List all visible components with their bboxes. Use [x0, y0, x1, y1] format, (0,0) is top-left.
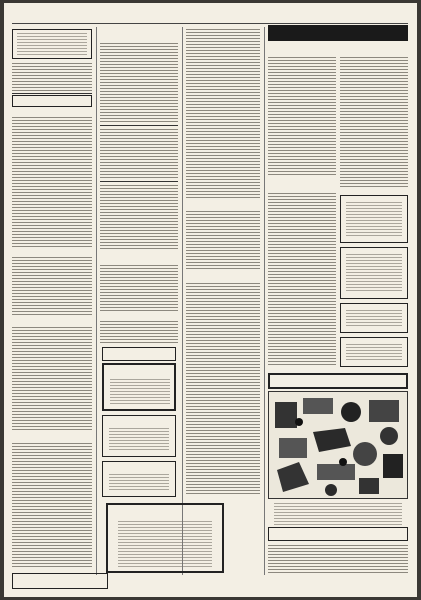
cinema-title-box — [268, 373, 408, 389]
cinema-credits — [274, 503, 402, 525]
masthead-box-text — [17, 33, 87, 55]
advert-box — [340, 303, 408, 333]
text-block — [12, 443, 92, 567]
section-title-box — [12, 95, 92, 107]
text-block — [268, 57, 336, 177]
prosoxi-advert — [106, 503, 224, 573]
column-rule — [182, 27, 183, 575]
text-block — [12, 117, 92, 247]
text-block — [186, 283, 260, 495]
notice-box — [102, 347, 176, 361]
prosoxi-text — [118, 521, 212, 567]
text-block — [340, 57, 408, 189]
column-rule — [264, 27, 265, 575]
divider — [100, 181, 178, 182]
advert-box-text — [346, 202, 402, 236]
advert-box-text — [346, 344, 402, 362]
advert-box — [340, 195, 408, 243]
bottom-banner-box — [12, 573, 108, 589]
masthead-box — [12, 29, 92, 59]
advert-box-text — [346, 310, 402, 328]
advert-box-text — [109, 428, 169, 452]
page-header — [12, 13, 408, 24]
column-banner — [268, 25, 408, 41]
text-block — [186, 211, 260, 271]
advert-box-text — [109, 474, 169, 492]
optika-advert — [102, 363, 176, 411]
text-block — [100, 185, 178, 251]
text-block — [12, 327, 92, 431]
text-block — [12, 63, 92, 93]
text-block — [100, 265, 178, 313]
divider — [12, 93, 92, 94]
advert-box — [340, 247, 408, 299]
advert-box — [102, 461, 176, 497]
text-block — [268, 545, 408, 575]
column-rule — [96, 27, 97, 575]
advert-box — [340, 337, 408, 367]
text-block — [12, 257, 92, 317]
advert-box-text — [346, 254, 402, 292]
cinema-illustration — [268, 391, 408, 499]
text-block — [100, 43, 178, 123]
text-block — [268, 193, 336, 367]
newspaper-page — [12, 13, 408, 591]
text-block — [100, 129, 178, 179]
advert-box — [102, 415, 176, 457]
newspaper-page-scan — [4, 3, 417, 597]
text-block — [100, 321, 178, 345]
cinema-footer-box — [268, 527, 408, 541]
cinema-illustration-drawing — [269, 392, 408, 499]
divider — [100, 125, 178, 126]
text-block — [186, 29, 260, 199]
optika-text — [110, 379, 170, 405]
